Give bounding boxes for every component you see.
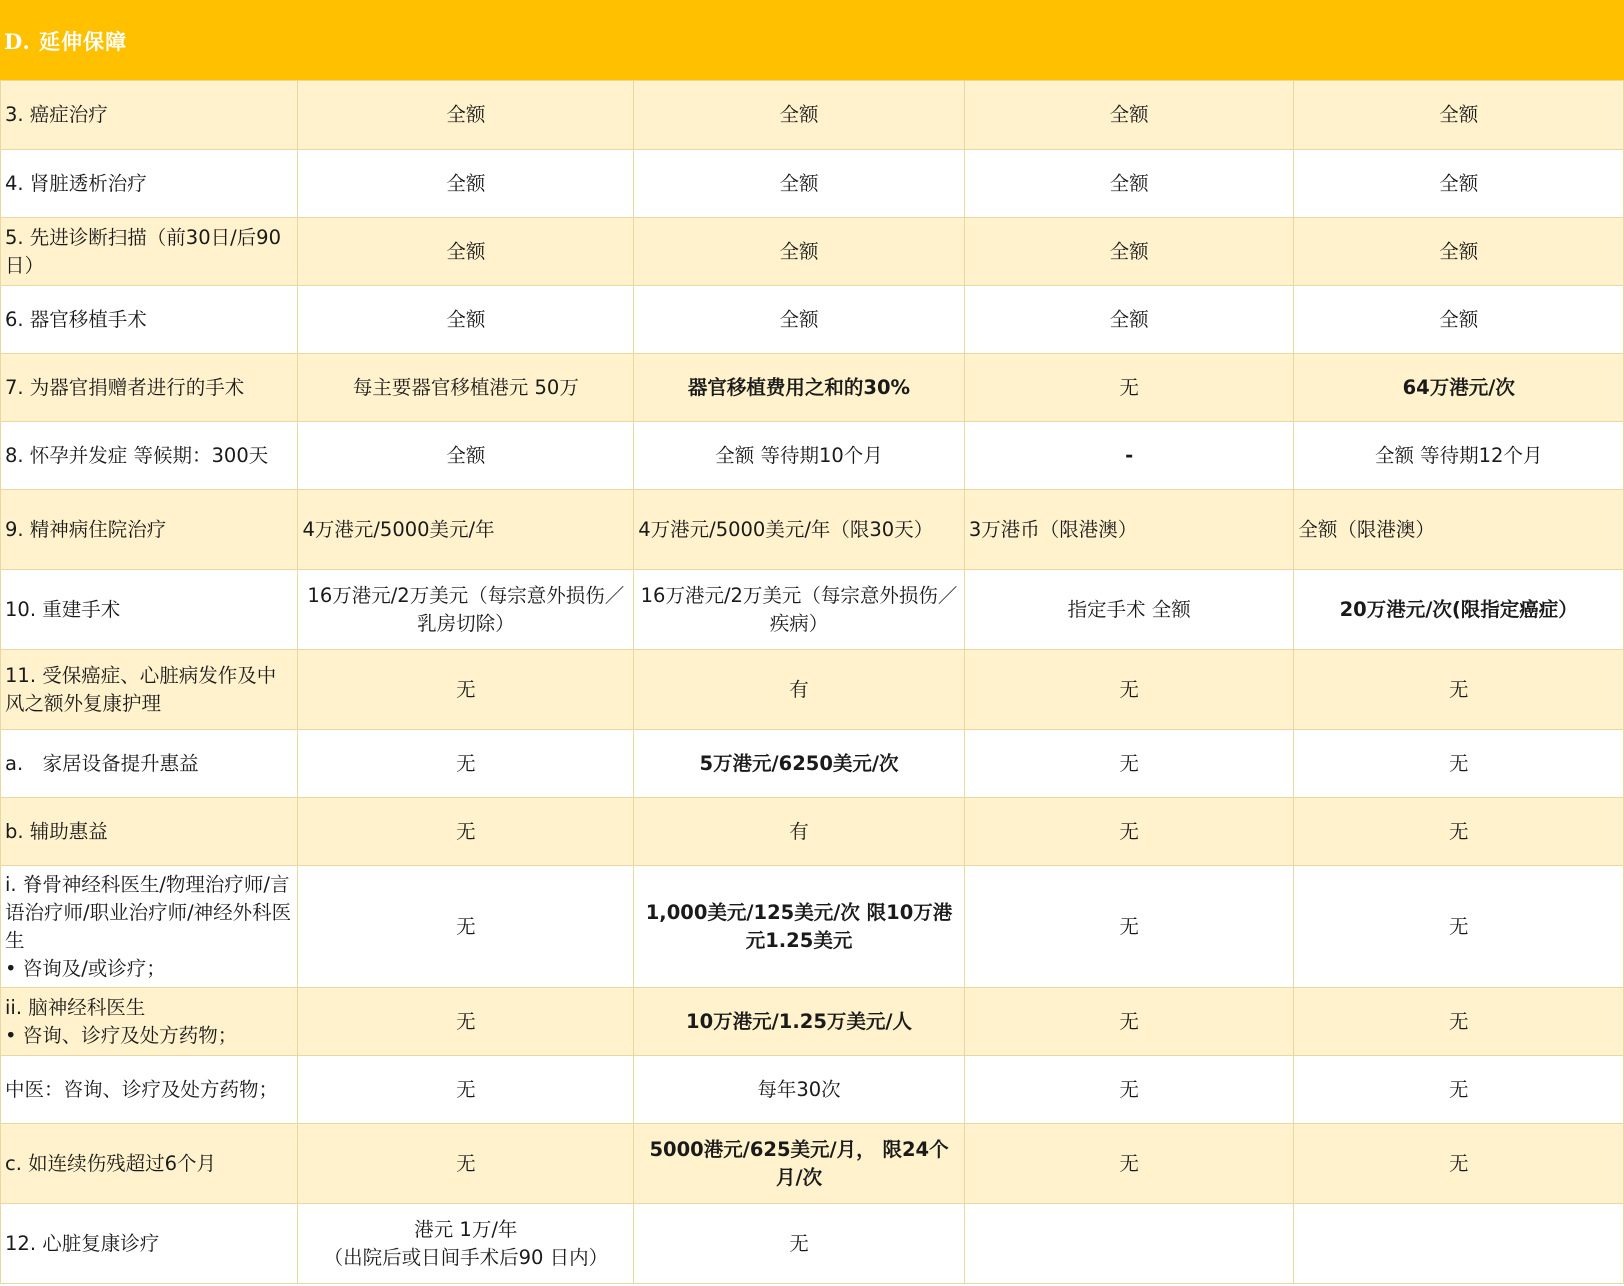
table-cell: 3万港币（限港澳） bbox=[964, 490, 1294, 570]
table-cell: 全额 bbox=[298, 286, 634, 354]
table-cell: 全额 bbox=[634, 150, 965, 218]
row-label-sub: • 咨询及/或诊疗； bbox=[5, 956, 166, 980]
table-cell: 全额 等待期12个月 bbox=[1294, 422, 1624, 490]
table-cell: 16万港元/2万美元（每宗意外损伤／疾病） bbox=[634, 570, 965, 650]
table-cell: 1,000美元/125美元/次 限10万港元1.25美元 bbox=[634, 866, 965, 988]
row-label: 8. 怀孕并发症 等候期：300天 bbox=[1, 422, 298, 490]
table-cell: 全额 bbox=[1294, 218, 1624, 286]
row-label: 5. 先进诊断扫描（前30日/后90日） bbox=[1, 218, 298, 286]
table-row bbox=[1, 286, 1624, 354]
table-cell: 全额 bbox=[634, 218, 965, 286]
table-cell: 器官移植费用之和的30% bbox=[634, 354, 965, 422]
table-cell: 5万港元/6250美元/次 bbox=[634, 730, 965, 798]
table-row bbox=[1, 354, 1624, 422]
row-label: 10. 重建手术 bbox=[1, 570, 298, 650]
table-cell: 全额（限港澳） bbox=[1294, 490, 1624, 570]
cell-line: （出院后或日间手术后90 日内） bbox=[323, 1245, 609, 1269]
row-label: 7. 为器官捐赠者进行的手术 bbox=[1, 354, 298, 422]
table-cell: 无 bbox=[964, 354, 1294, 422]
table-row bbox=[1, 218, 1624, 286]
table-cell bbox=[1294, 1204, 1624, 1284]
table-cell: 4万港元/5000美元/年（限30天） bbox=[634, 490, 965, 570]
table-cell: 全额 bbox=[964, 218, 1294, 286]
table-row bbox=[1, 1204, 1624, 1284]
table-cell: 无 bbox=[964, 798, 1294, 866]
table-cell: 4万港元/5000美元/年 bbox=[298, 490, 634, 570]
table-cell: 无 bbox=[298, 866, 634, 988]
table-cell: 全额 等待期10个月 bbox=[634, 422, 965, 490]
table-row bbox=[1, 1056, 1624, 1124]
table-cell: 有 bbox=[634, 650, 965, 730]
row-label: 4. 肾脏透析治疗 bbox=[1, 150, 298, 218]
table-cell: 5000港元/625美元/月， 限24个月/次 bbox=[634, 1124, 965, 1204]
table-cell: 全额 bbox=[1294, 286, 1624, 354]
table-cell: 无 bbox=[298, 988, 634, 1056]
table-cell: 全额 bbox=[298, 150, 634, 218]
table-cell: 全额 bbox=[298, 218, 634, 286]
table-row bbox=[1, 422, 1624, 490]
table-cell: 有 bbox=[634, 798, 965, 866]
table-cell: 无 bbox=[1294, 798, 1624, 866]
table-cell: 无 bbox=[964, 988, 1294, 1056]
row-label: 中医：咨询、诊疗及处方药物； bbox=[1, 1056, 298, 1124]
table-cell: 无 bbox=[1294, 650, 1624, 730]
table-cell: 全额 bbox=[298, 422, 634, 490]
table-row bbox=[1, 150, 1624, 218]
benefits-table bbox=[0, 80, 1624, 1284]
row-label: b. 辅助惠益 bbox=[1, 798, 298, 866]
table-cell: 20万港元/次(限指定癌症） bbox=[1294, 570, 1624, 650]
table-cell: 10万港元/1.25万美元/人 bbox=[634, 988, 965, 1056]
row-label: 3. 癌症治疗 bbox=[1, 81, 298, 150]
row-label: c. 如连续伤残超过6个月 bbox=[1, 1124, 298, 1204]
table-cell: 全额 bbox=[964, 81, 1294, 150]
row-label bbox=[1, 866, 298, 988]
row-label-main: ii. 脑神经科医生 bbox=[5, 995, 146, 1019]
section-title: D. 延伸保障 bbox=[4, 29, 128, 54]
table-cell: 无 bbox=[298, 1056, 634, 1124]
table-cell: 无 bbox=[964, 650, 1294, 730]
table-row bbox=[1, 988, 1624, 1056]
row-label: 11. 受保癌症、心脏病发作及中风之额外复康护理 bbox=[1, 650, 298, 730]
table-cell: 全额 bbox=[1294, 81, 1624, 150]
table-cell bbox=[964, 1204, 1294, 1284]
table-cell: 全额 bbox=[634, 286, 965, 354]
table-row bbox=[1, 570, 1624, 650]
row-label: 12. 心脏复康诊疗 bbox=[1, 1204, 298, 1284]
table-cell bbox=[298, 1204, 634, 1284]
table-cell: 无 bbox=[298, 1124, 634, 1204]
table-cell: 指定手术 全额 bbox=[964, 570, 1294, 650]
table-cell: 64万港元/次 bbox=[1294, 354, 1624, 422]
table-cell: 每年30次 bbox=[634, 1056, 965, 1124]
row-label-sub: • 咨询、诊疗及处方药物； bbox=[5, 1023, 238, 1047]
table-cell: 无 bbox=[1294, 1056, 1624, 1124]
row-label: 6. 器官移植手术 bbox=[1, 286, 298, 354]
table-cell: 无 bbox=[1294, 730, 1624, 798]
table-cell: 全额 bbox=[298, 81, 634, 150]
table-cell: 无 bbox=[1294, 866, 1624, 988]
cell-line: 港元 1万/年 bbox=[414, 1217, 518, 1241]
table-cell: 无 bbox=[298, 730, 634, 798]
row-label: 9. 精神病住院治疗 bbox=[1, 490, 298, 570]
table-cell: 全额 bbox=[964, 286, 1294, 354]
table-cell: 无 bbox=[964, 1124, 1294, 1204]
table-cell: 无 bbox=[298, 798, 634, 866]
table-row bbox=[1, 650, 1624, 730]
table-cell: 16万港元/2万美元（每宗意外损伤／乳房切除） bbox=[298, 570, 634, 650]
table-row bbox=[1, 730, 1624, 798]
table-cell: 每主要器官移植港元 50万 bbox=[298, 354, 634, 422]
table-row bbox=[1, 866, 1624, 988]
row-label: a. 家居设备提升惠益 bbox=[1, 730, 298, 798]
table-cell: 无 bbox=[964, 1056, 1294, 1124]
table-cell: 全额 bbox=[964, 150, 1294, 218]
table-cell: 无 bbox=[964, 730, 1294, 798]
section-header bbox=[0, 0, 1624, 80]
table-cell: 无 bbox=[964, 866, 1294, 988]
table-cell: 全额 bbox=[1294, 150, 1624, 218]
table-row bbox=[1, 798, 1624, 866]
table-cell: 无 bbox=[1294, 988, 1624, 1056]
table-row bbox=[1, 81, 1624, 150]
table-cell: 无 bbox=[634, 1204, 965, 1284]
table-row bbox=[1, 490, 1624, 570]
table-cell: 无 bbox=[1294, 1124, 1624, 1204]
table-cell: 无 bbox=[298, 650, 634, 730]
table-cell: - bbox=[964, 422, 1294, 490]
table-cell: 全额 bbox=[634, 81, 965, 150]
table-row bbox=[1, 1124, 1624, 1204]
row-label bbox=[1, 988, 298, 1056]
row-label-main: i. 脊骨神经科医生/物理治疗师/言语治疗师/职业治疗师/神经外科医生 bbox=[5, 872, 292, 952]
